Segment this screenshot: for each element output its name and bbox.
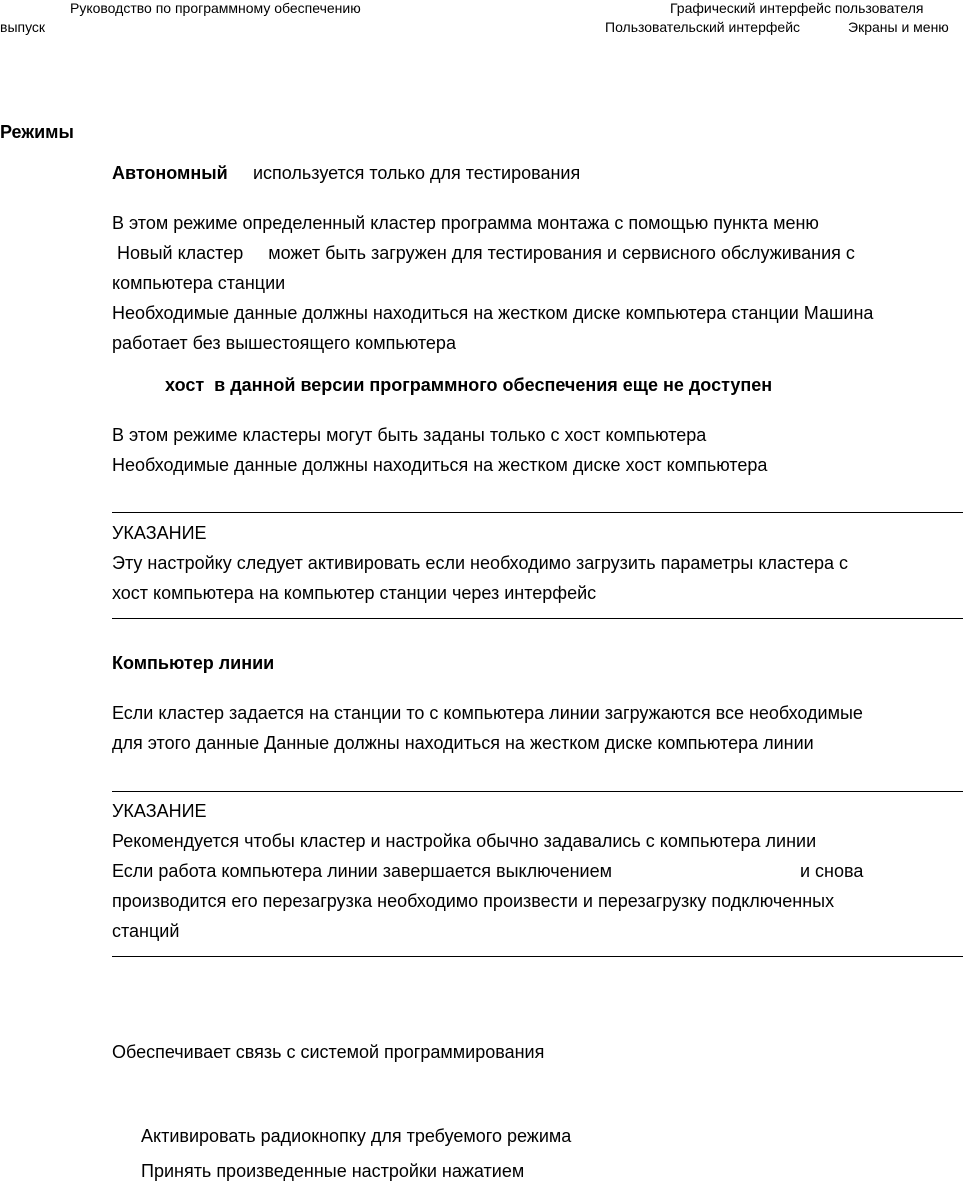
note2-line4: станций bbox=[112, 921, 180, 941]
header-release: выпуск bbox=[0, 19, 46, 35]
note2-line2b: и снова bbox=[800, 861, 864, 881]
line-computer-line2: для этого данные Данные должны находиться на жестком диске компьютера линии bbox=[112, 733, 814, 753]
note1-label: УКАЗАНИЕ bbox=[112, 523, 207, 543]
host-line2: Необходимые данные должны находиться на жестком диске хост компьютера bbox=[112, 455, 768, 475]
header-gui-title: Графический интерфейс пользователя bbox=[670, 0, 924, 16]
host-line1: В этом режиме кластеры могут быть заданы только с хост компьютера bbox=[112, 425, 707, 445]
step-item: Принять произведенные настройки нажатием bbox=[141, 1161, 525, 1181]
step-item: Активировать радиокнопку для требуемого режима bbox=[141, 1126, 572, 1146]
note2-top-divider bbox=[112, 791, 963, 792]
header-user-interface: Пользовательский интерфейс bbox=[605, 19, 801, 35]
autonomous-p1-line2: Новый кластер может быть загружен для тестирования и сервисного обслуживания с bbox=[112, 243, 855, 263]
note2-bottom-divider bbox=[112, 956, 963, 957]
header-screens-menus: Экраны и меню bbox=[848, 19, 949, 35]
line-computer-line1: Если кластер задается на станции то с компьютера линии загружаются все необходимые bbox=[112, 703, 863, 723]
autonomous-p2-line2: работает без вышестоящего компьютера bbox=[112, 333, 456, 353]
note2-line3: производится его перезагрузка необходимо произвести и перезагрузку подключенных bbox=[112, 891, 835, 911]
autonomous-term: Автономный bbox=[112, 163, 228, 183]
autonomous-p1-line1: В этом режиме определенный кластер программа монтажа с помощью пункта меню bbox=[112, 213, 819, 233]
line-computer-term: Компьютер линии bbox=[112, 653, 275, 673]
note1-top-divider bbox=[112, 512, 963, 513]
autonomous-desc: используется только для тестирования bbox=[253, 163, 581, 183]
note1-bottom-divider bbox=[112, 618, 963, 619]
autonomous-p2-line1: Необходимые данные должны находиться на жестком диске компьютера станции Машина bbox=[112, 303, 874, 323]
host-heading: хост в данной версии программного обеспечения еще не доступен bbox=[165, 375, 773, 395]
autonomous-p1-line3: компьютера станции bbox=[112, 273, 286, 293]
note1-line2: хост компьютера на компьютер станции через интерфейс bbox=[112, 583, 597, 603]
connection-text: Обеспечивает связь с системой программирования bbox=[112, 1042, 545, 1062]
note2-line1: Рекомендуется чтобы кластер и настройка обычно задавались с компьютера линии bbox=[112, 831, 817, 851]
note2-line2a: Если работа компьютера линии завершается выключением bbox=[112, 861, 612, 881]
note1-line1: Эту настройку следует активировать если необходимо загрузить параметры кластера с bbox=[112, 553, 849, 573]
header-manual-title: Руководство по программному обеспечению bbox=[70, 0, 361, 16]
note2-label: УКАЗАНИЕ bbox=[112, 801, 207, 821]
section-title: Режимы bbox=[0, 122, 74, 142]
